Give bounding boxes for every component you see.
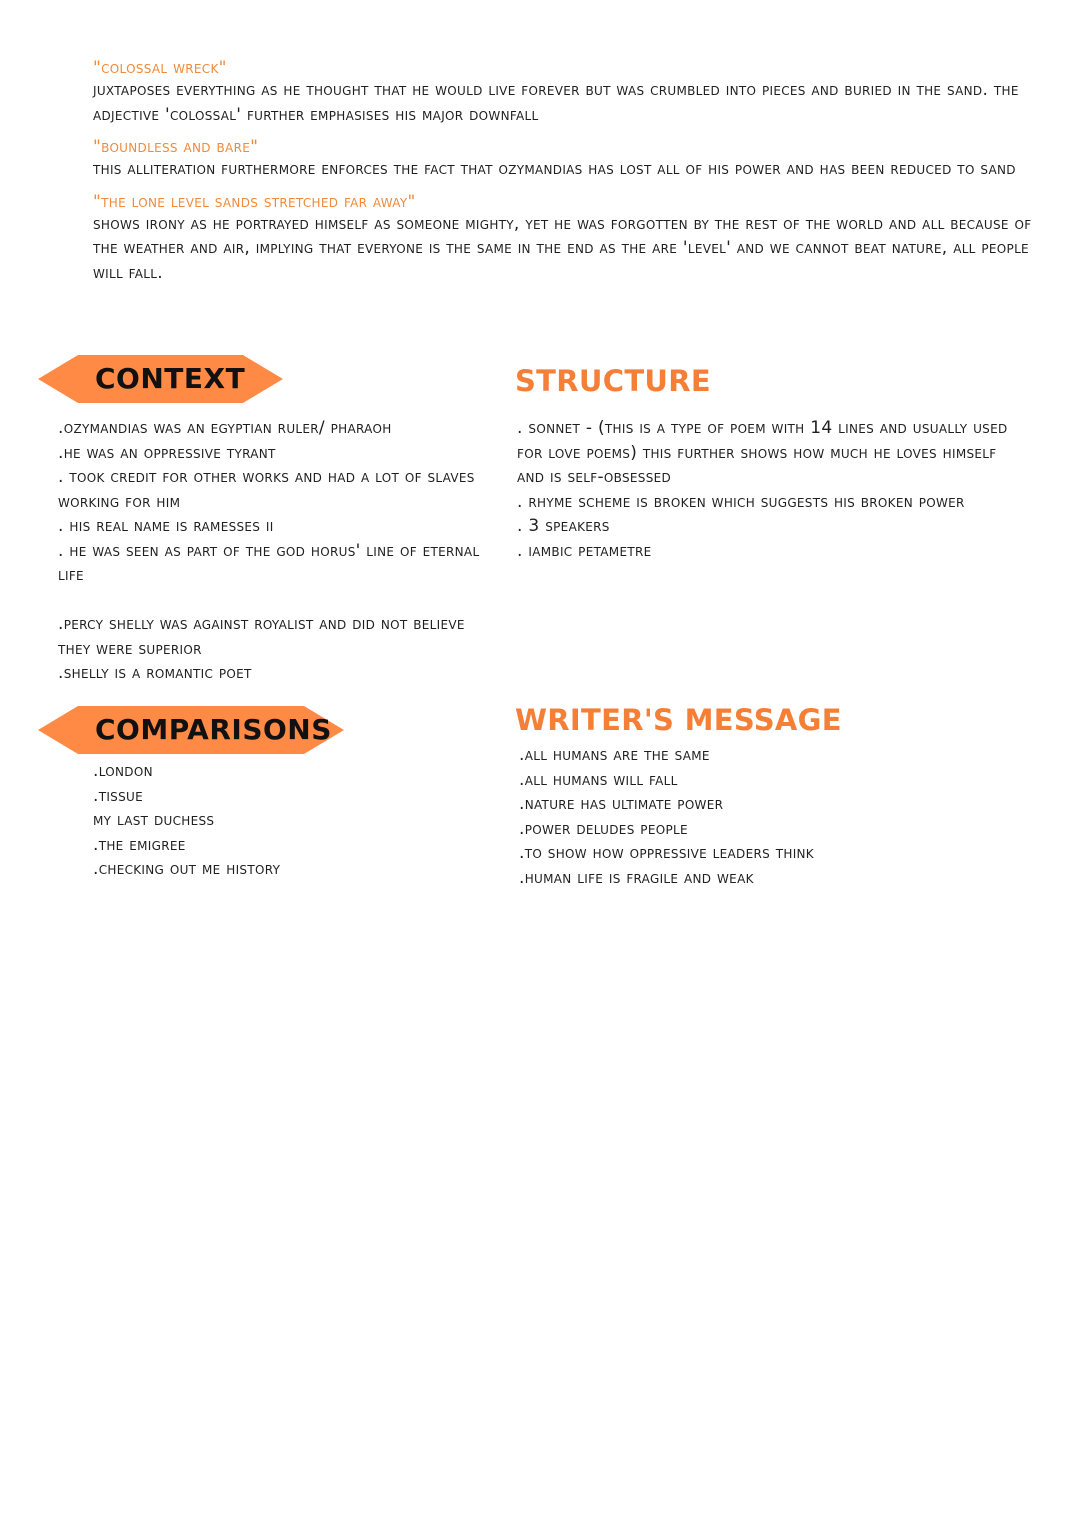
context-heading-banner (38, 355, 283, 403)
list-item: . rhyme scheme is broken which suggests his broken power (517, 491, 965, 512)
context-heading: CONTEXT (95, 362, 246, 395)
list-item: .all humans will fall (519, 769, 678, 790)
list-item: .checking out me history (93, 859, 281, 879)
list-item: . 3 speakers (517, 516, 610, 536)
quote-analysis-text: shows irony as he portrayed himself as someone mighty, yet he was forgotten by the rest of the world and all because of the weather and air, implying that everyone is the same in the end as the are 'level' and we cannot beat nature, all people will fall. (93, 213, 1032, 283)
writers-message-list (519, 743, 1019, 890)
list-item: .all humans are the same (519, 745, 710, 765)
list-item: .nature has ultimate power (519, 794, 724, 814)
comparisons-heading-banner (38, 706, 344, 754)
writers-message-heading: WRITER'S MESSAGE (515, 703, 842, 737)
quote-block (93, 58, 1043, 127)
quote-block (93, 137, 1043, 182)
list-item: .he was an oppressive tyrant (58, 442, 276, 463)
context-list (58, 416, 498, 686)
list-item: .percy shelly was against royalist and did not believe they were superior (58, 614, 465, 659)
list-item: .tissue (93, 785, 143, 806)
quote-analysis-text: juxtaposes everything as he thought that he would live forever but was crumbled into pieces and buried in the sand. the adjective 'colossal' further emphasises his major downfall (93, 80, 1019, 125)
list-item: . sonnet - (this is a type of poem with 14 lines and usually used for love poems) this further shows how much he loves himself and is self-obsessed (517, 418, 1008, 487)
list-item: my last duchess (93, 810, 215, 830)
quote-title: "colossal wreck" (93, 58, 227, 78)
list-item: .london (93, 761, 153, 781)
list-item: .ozymandias was an egyptian ruler/ pharaoh (58, 418, 392, 438)
structure-list (517, 416, 1017, 563)
list-item: .shelly is a romantic poet (58, 663, 252, 683)
quote-analysis (93, 58, 1043, 295)
list-item: . he was seen as part of the god horus' line of eternal life (58, 540, 480, 585)
comparisons-heading: COMPARISONS (95, 713, 332, 746)
list-item: . his real name is ramesses ii (58, 516, 274, 536)
list-item: . iambic petametre (517, 540, 652, 561)
quote-block (93, 192, 1043, 286)
list-item: . took credit for other works and had a lot of slaves working for him (58, 467, 475, 512)
list-item: .to show how oppressive leaders think (519, 843, 814, 863)
structure-heading: STRUCTURE (515, 364, 712, 398)
list-item: .power deludes people (519, 818, 688, 839)
quote-analysis-text: this alliteration furthermore enforces the fact that ozymandias has lost all of his power and has been reduced to sand (93, 159, 1016, 179)
comparisons-list (93, 759, 473, 882)
quote-title: "the lone level sands stretched far away" (93, 191, 416, 212)
list-item: .the emigree (93, 834, 186, 855)
list-item: .human life is fragile and weak (519, 867, 754, 888)
quote-title: "boundless and bare" (93, 137, 259, 157)
